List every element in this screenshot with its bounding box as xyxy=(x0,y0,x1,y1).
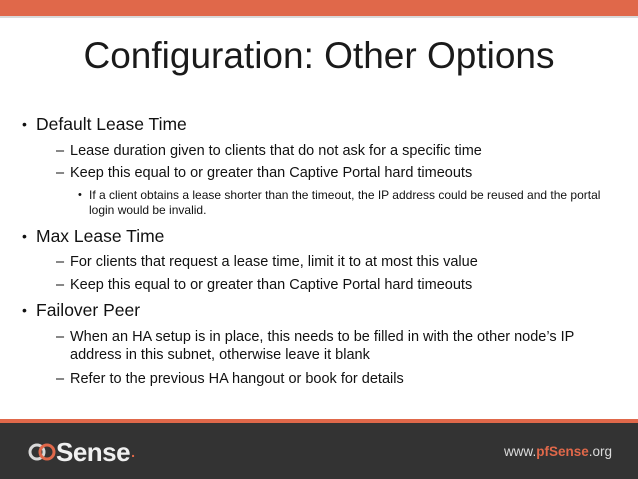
dash-icon: – xyxy=(56,165,65,181)
logo-dot: . xyxy=(131,444,135,460)
dash-icon: – xyxy=(56,254,65,270)
footer-url xyxy=(504,444,612,459)
dash-icon: – xyxy=(56,143,65,159)
dash-icon: – xyxy=(56,277,65,293)
sub-sub-bullet-text: If a client obtains a lease shorter than the timeout, the IP address could be reused and the portal login would be invalid. xyxy=(89,188,601,217)
sub-bullet-text: Lease duration given to clients that do not ask for a specific time xyxy=(70,143,482,159)
dash-icon: – xyxy=(56,371,65,387)
footer xyxy=(0,423,638,479)
logo-wordmark-text: Sense xyxy=(56,436,131,467)
sub-bullet xyxy=(56,253,615,271)
bullet-text: Default Lease Time xyxy=(36,114,187,134)
bullet-dot-icon: • xyxy=(22,116,27,132)
bullet-default-lease-time xyxy=(22,114,187,134)
sub-sub-bullet xyxy=(78,188,609,217)
dash-icon: – xyxy=(56,329,65,345)
pfsense-mark-icon xyxy=(28,438,56,466)
sub-bullet xyxy=(56,142,615,160)
sub-bullet-text: For clients that request a lease time, limit it to at most this value xyxy=(70,254,478,270)
sub-bullet xyxy=(56,164,615,182)
bullet-dot-icon: • xyxy=(22,302,27,318)
url-brand: pfSense xyxy=(536,444,589,459)
sub-bullet-text: Refer to the previous HA hangout or book for details xyxy=(70,371,404,387)
slide-title: Configuration: Other Options xyxy=(83,35,555,76)
bullet-text: Max Lease Time xyxy=(36,226,165,246)
url-prefix: www. xyxy=(503,444,537,459)
bullet-dot-icon: • xyxy=(78,189,82,201)
sub-bullet xyxy=(56,276,615,294)
pfsense-logo xyxy=(28,437,135,467)
sub-bullet xyxy=(56,370,615,388)
logo-wordmark xyxy=(56,437,130,468)
bullet-text: Failover Peer xyxy=(36,300,141,320)
sub-bullet xyxy=(56,328,615,364)
bullet-max-lease-time xyxy=(22,226,165,246)
sub-bullet-text: When an HA setup is in place, this needs to be filled in with the other node’s IP address in this subnet, otherwise leave it blank xyxy=(70,329,575,363)
url-suffix: .org xyxy=(588,444,612,459)
sub-bullet-text: Keep this equal to or greater than Captive Portal hard timeouts xyxy=(70,277,473,293)
sub-bullet-text: Keep this equal to or greater than Captive Portal hard timeouts xyxy=(70,165,473,181)
bullet-dot-icon: • xyxy=(22,228,27,244)
bullet-failover-peer xyxy=(22,300,141,320)
